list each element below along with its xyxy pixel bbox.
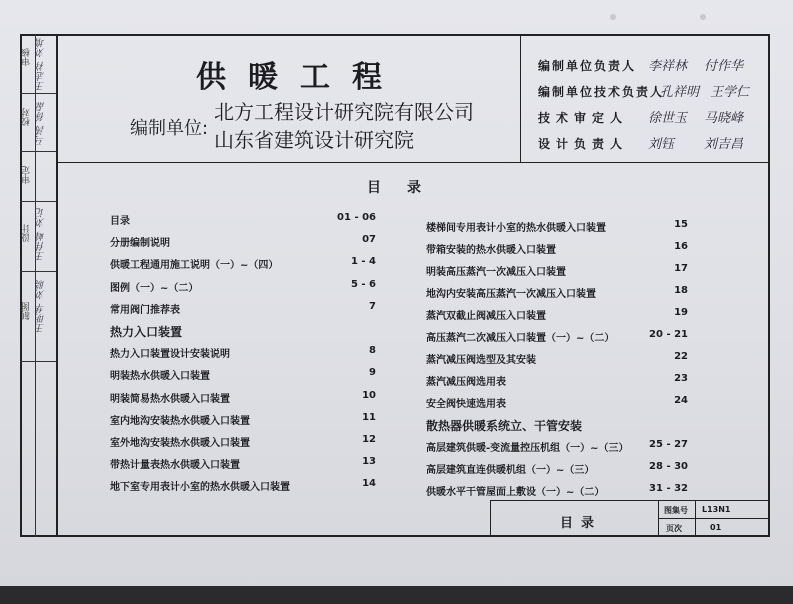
toc-entry-title: 目录 bbox=[110, 216, 130, 227]
header-divider bbox=[56, 162, 768, 163]
toc-entry-page: 5 - 6 bbox=[350, 278, 376, 290]
toc-entry-title: 常用阀门推荐表 bbox=[110, 304, 180, 316]
toc-entry-page: 14 bbox=[362, 478, 376, 490]
toc-entry-page: 13 bbox=[362, 456, 376, 468]
toc-entry bbox=[110, 367, 376, 383]
toc-entry-title: 供暖水平干管屋面上敷设（一）~（二） bbox=[426, 487, 605, 498]
toc-entry bbox=[426, 329, 688, 345]
toc-entry-title: 安全阀快速选用表 bbox=[426, 399, 506, 410]
toc-entry-page: 10 bbox=[362, 389, 376, 401]
toc-entry bbox=[426, 395, 688, 411]
toc-entry-page: 9 bbox=[369, 367, 376, 379]
strip-cell: 审核 王志祥 刘增 bbox=[20, 34, 56, 94]
toc-entry-page: 24 bbox=[674, 395, 688, 406]
toc-entry-title: 蒸汽双截止阀减压入口装置 bbox=[426, 311, 546, 322]
toc-entry-title: 楼梯间专用表计小室的热水供暖入口装置 bbox=[426, 223, 606, 234]
responsible-row: 编制单位技术负责人 孔祥明 王学仁 bbox=[538, 85, 750, 100]
toc-entry bbox=[426, 307, 688, 323]
toc-entry-title: 蒸汽减压阀选型及其安装 bbox=[426, 355, 536, 366]
toc-entry-page: 31 - 32 bbox=[649, 483, 688, 494]
toc-entry-title: 明装热水供暖入口装置 bbox=[110, 371, 210, 383]
toc-entry-title: 室内地沟安装热水供暖入口装置 bbox=[110, 415, 250, 427]
toc-entry-title: 高压蒸汽二次减压入口装置（一）~（二） bbox=[426, 333, 615, 344]
toc-entry-title: 带箱安装的热水供暖入口装置 bbox=[426, 245, 556, 256]
toc-entry bbox=[110, 323, 376, 339]
toc-entry bbox=[426, 373, 688, 389]
toc-entry-page: 01 - 06 bbox=[337, 212, 376, 223]
header-vertical-divider bbox=[520, 34, 521, 162]
org-name-2: 山东省建筑设计研究院 bbox=[214, 128, 414, 152]
strip-cell: 审定 bbox=[20, 152, 56, 202]
toc-section-title: 热力入口装置 bbox=[110, 325, 183, 339]
toc-entry bbox=[426, 351, 688, 367]
toc-entry-page: 07 bbox=[362, 234, 376, 246]
toc-entry bbox=[426, 439, 688, 455]
toc-entry bbox=[110, 301, 376, 317]
toc-entry bbox=[110, 478, 376, 494]
toc-entry-title: 热力入口装置设计安装说明 bbox=[110, 349, 230, 361]
toc-entry bbox=[426, 483, 688, 499]
toc-entry-page: 8 bbox=[369, 345, 376, 357]
toc-entry-page: 18 bbox=[674, 285, 688, 296]
toc-entry bbox=[426, 461, 688, 477]
toc-entry-title: 地下室专用表计小室的热水供暖入口装置 bbox=[110, 482, 290, 494]
toc-entry-page: 7 bbox=[369, 300, 376, 312]
toc-entry-page: 1 - 4 bbox=[350, 256, 376, 268]
strip-cell: 校对 马涛 徐晶 bbox=[20, 94, 56, 152]
toc-entry-page: 12 bbox=[362, 434, 376, 445]
toc-entry bbox=[426, 219, 688, 235]
atlas-number-label: 图集号 bbox=[664, 506, 688, 515]
toc-entry bbox=[110, 279, 376, 295]
toc-entry-page: 16 bbox=[674, 241, 688, 252]
toc-entry-page: 17 bbox=[674, 263, 688, 274]
toc-entry-title: 分册编制说明 bbox=[110, 238, 170, 250]
page-title: 供暖工程 bbox=[196, 60, 404, 95]
binding-hole bbox=[610, 14, 616, 20]
page-number-value: 01 bbox=[710, 523, 722, 532]
toc-entry bbox=[110, 456, 376, 472]
title-block-title: 目录 bbox=[560, 516, 603, 531]
toc-entry-title: 图例（一）~（二） bbox=[110, 282, 199, 294]
toc-entry bbox=[426, 241, 688, 257]
toc-entry bbox=[110, 212, 376, 228]
binding-hole bbox=[700, 14, 706, 20]
org-label: 编制单位: bbox=[130, 118, 209, 139]
toc-entry-title: 室外地沟安装热水供暖入口装置 bbox=[110, 438, 250, 449]
toc-entry-page: 20 - 21 bbox=[649, 329, 688, 340]
toc-entry bbox=[426, 285, 688, 301]
toc-entry bbox=[110, 256, 376, 272]
strip-cell: 制图 王明华 刘晓 bbox=[20, 272, 56, 362]
atlas-number-value: L13N1 bbox=[702, 505, 731, 514]
toc-section-title: 散热器供暖系统立、干管安装 bbox=[426, 419, 583, 433]
page-number-label: 页次 bbox=[666, 524, 682, 533]
toc-entry-page: 15 bbox=[674, 219, 688, 230]
toc-entry-title: 明装简易热水供暖入口装置 bbox=[110, 393, 230, 405]
toc-heading: 目录 bbox=[367, 180, 447, 196]
toc-entry-page: 25 - 27 bbox=[649, 439, 688, 450]
toc-entry-title: 地沟内安装高压蒸汽一次减压入口装置 bbox=[426, 289, 596, 300]
signature-strip bbox=[20, 34, 58, 537]
strip-cell: 设计 王伟峰 刘记 bbox=[20, 202, 56, 272]
toc-entry-page: 23 bbox=[674, 373, 688, 384]
toc-entry-page: 22 bbox=[674, 351, 688, 362]
toc-entry-page: 28 - 30 bbox=[649, 461, 688, 472]
toc-entry bbox=[110, 434, 376, 450]
toc-entry-page: 11 bbox=[362, 411, 376, 423]
toc-entry-title: 明装高压蒸汽一次减压入口装置 bbox=[426, 267, 566, 278]
responsible-row: 设计负责人 刘钰 刘吉昌 bbox=[538, 137, 744, 152]
responsible-row: 技术审定人 徐世玉 马晓峰 bbox=[538, 111, 744, 126]
org-name-1: 北方工程设计研究院有限公司 bbox=[214, 100, 474, 124]
toc-entry bbox=[110, 390, 376, 406]
toc-entry-page: 19 bbox=[674, 307, 688, 318]
toc-entry bbox=[110, 412, 376, 428]
toc-entry bbox=[426, 417, 688, 433]
toc-entry bbox=[110, 345, 376, 361]
toc-entry-title: 供暖工程通用施工说明（一）~（四） bbox=[110, 260, 279, 272]
toc-entry bbox=[110, 234, 376, 250]
toc-entry-title: 高层建筑直连供暖机组（一）~（三） bbox=[426, 465, 595, 476]
toc-entry-title: 带热计量表热水供暖入口装置 bbox=[110, 460, 240, 472]
responsible-row: 编制单位负责人 李祥林 付作华 bbox=[538, 59, 744, 74]
toc-entry-title: 高层建筑供暖-变流量控压机组（一）~（三） bbox=[426, 443, 629, 454]
toc-entry bbox=[426, 263, 688, 279]
toc-entry-title: 蒸汽减压阀选用表 bbox=[426, 377, 506, 388]
